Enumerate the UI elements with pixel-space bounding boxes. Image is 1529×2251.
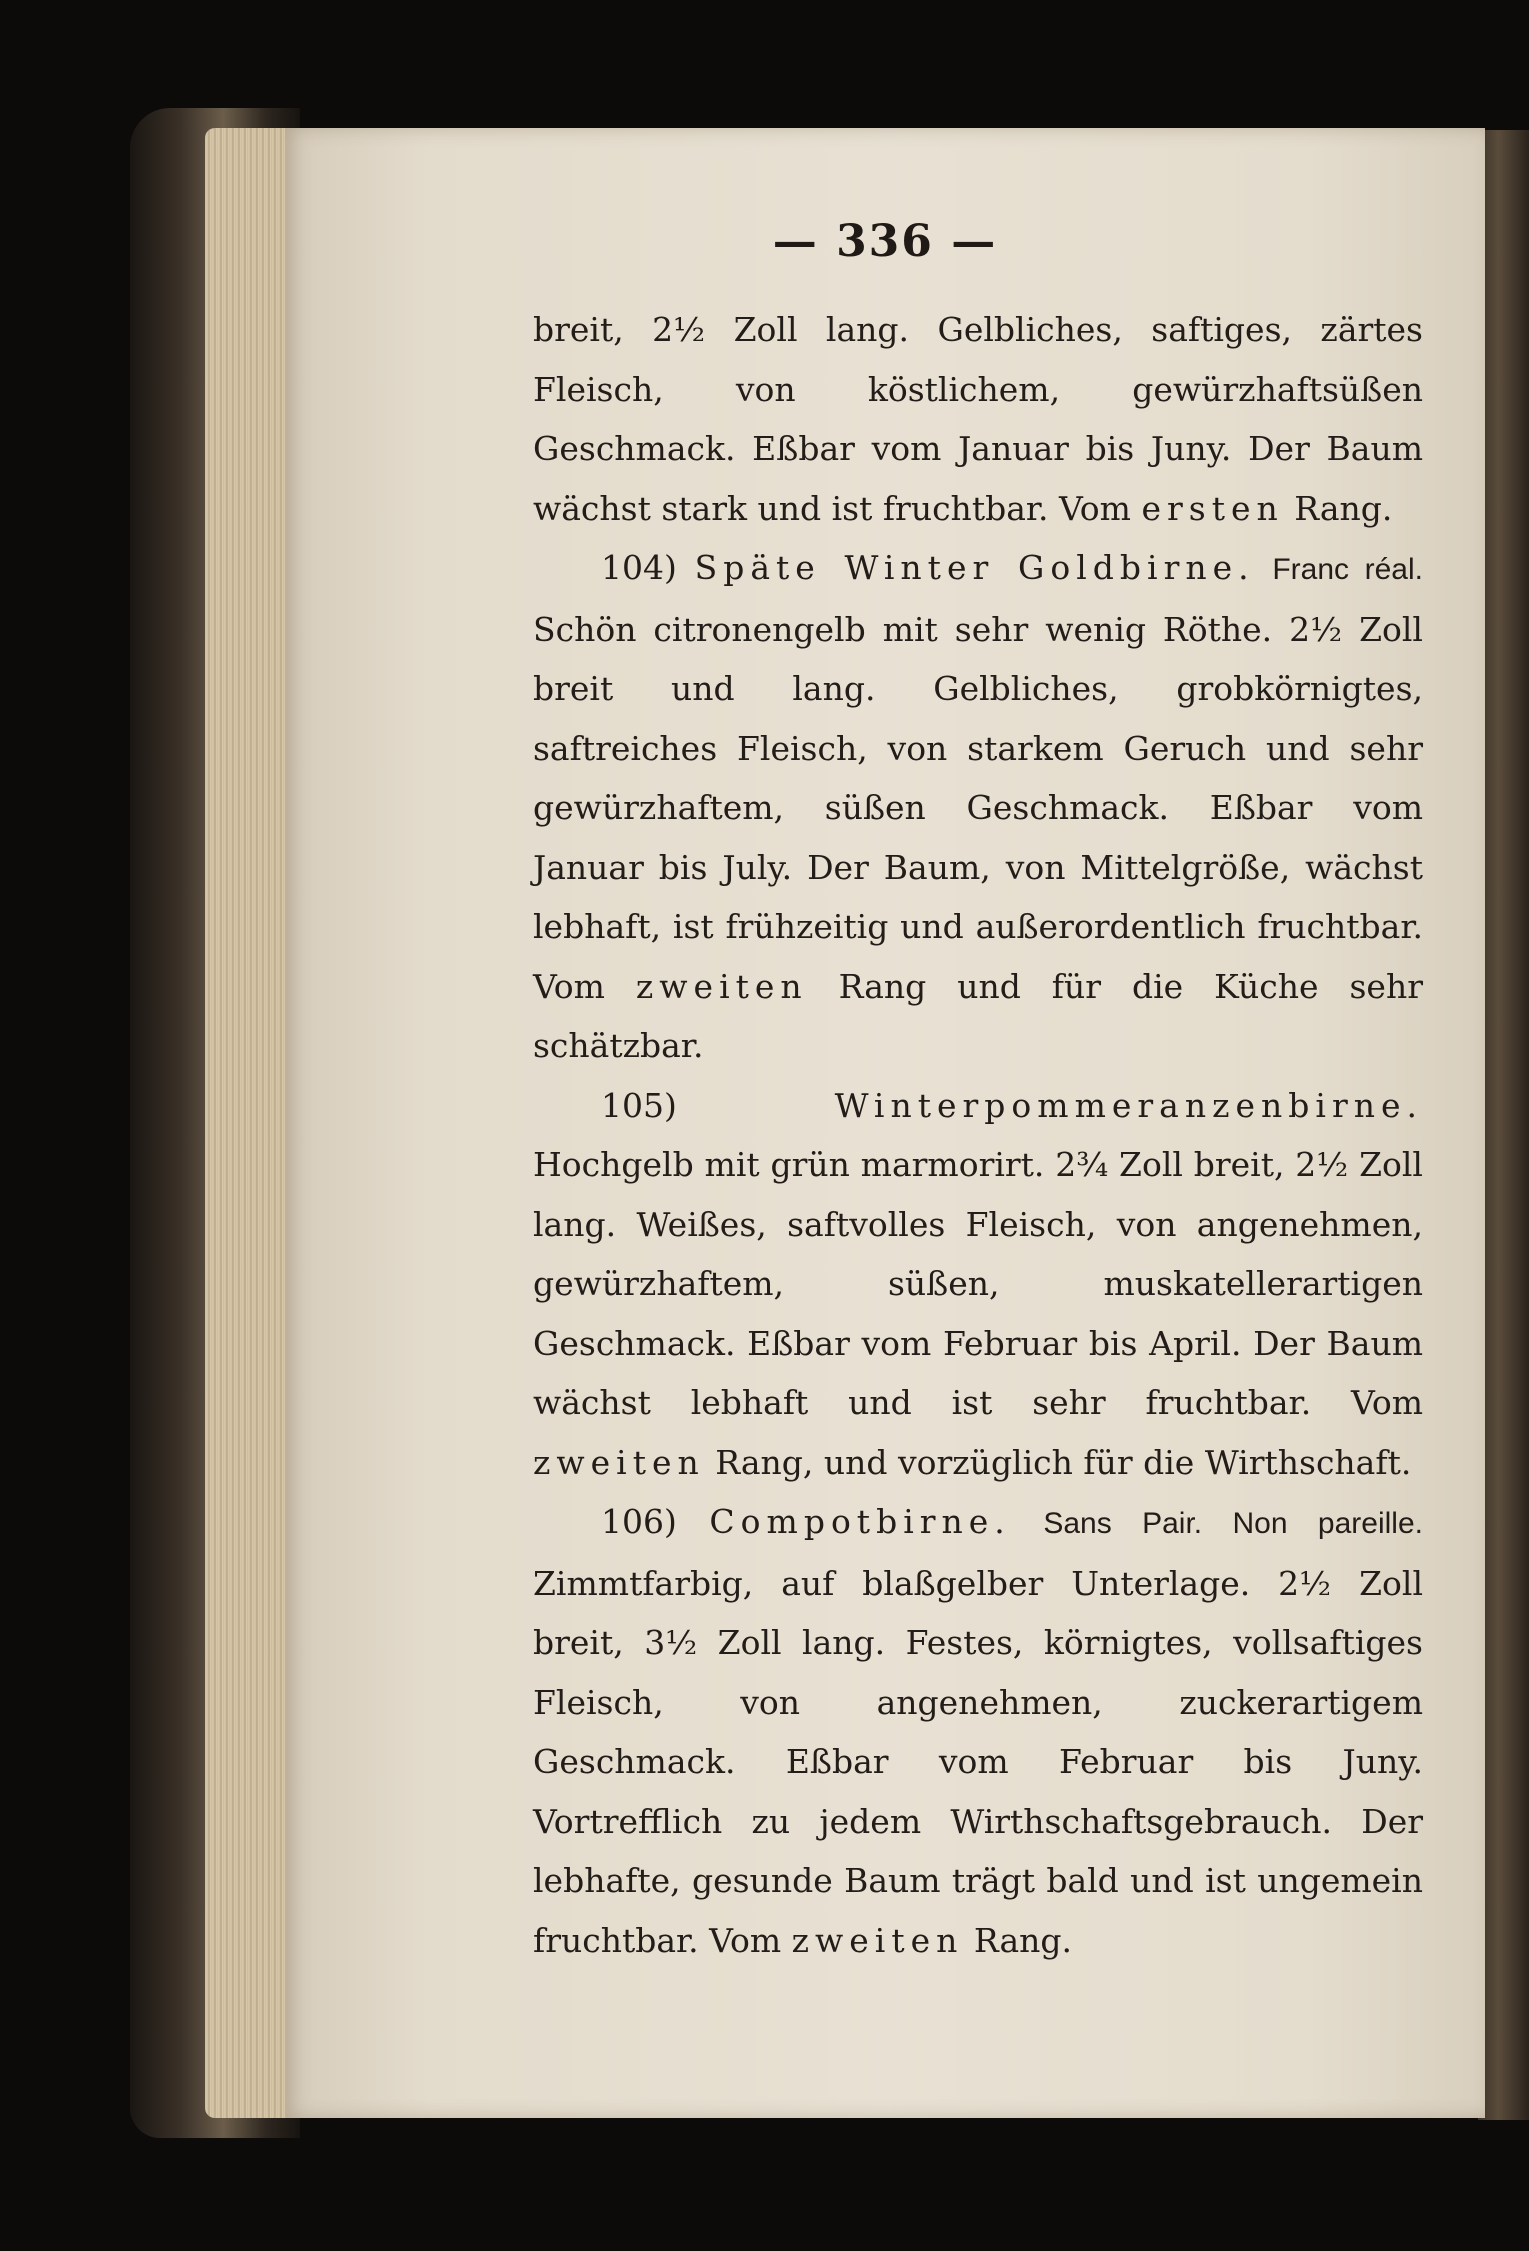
paragraph-106	[533, 1492, 1423, 1970]
text-run-spaced: zweiten	[635, 966, 808, 1006]
text-run: breit, 2½ Zoll lang. Gelbliches, saftiges, zärtes Fleisch, von köstlichem, gewürzhaftsüßen Geschmack. Eßbar vom Januar bis Juny. Der Baum wächst stark und ist fruchtbar. Vom	[533, 310, 1423, 528]
text-run: Rang.	[963, 1920, 1073, 1960]
text-run-spaced: zweiten	[533, 1442, 705, 1482]
page-number: 336	[836, 216, 934, 267]
text-run-spaced: zweiten	[791, 1920, 964, 1960]
latin-name: Franc réal.	[1272, 553, 1423, 586]
text-run: Rang und für die Küche sehr schätzbar.	[533, 966, 1423, 1065]
page-text	[533, 300, 1423, 1970]
book-page	[285, 128, 1485, 2118]
text-run: Schön citronengelb mit sehr wenig Röthe. 2½ Zoll breit und lang. Gelbliches, grobkörnigtes, saftreiches Fleisch, von starkem Geruch und sehr gewürzhaftem, süßen Geschmack. Eßbar vom Januar bis July. Der Baum, von Mittelgröße, wächst lebhaft, ist frühzeitig und außerordentlich fruchtbar. Vom	[533, 609, 1423, 1006]
text-run	[1255, 548, 1273, 587]
text-run	[1011, 1502, 1044, 1541]
latin-name: Sans Pair. Non pareille.	[1043, 1507, 1423, 1540]
entry-number: 106)	[601, 1502, 710, 1541]
entry-title: Winterpommeranzenbirne.	[834, 1085, 1423, 1125]
book-cover-edge	[1478, 130, 1529, 2120]
text-run: Rang, und vorzüglich für die Wirthschaft.	[704, 1442, 1412, 1482]
page-stack-edge	[205, 128, 290, 2118]
paragraph-continuation	[533, 300, 1423, 538]
text-run: Rang.	[1283, 488, 1393, 528]
text-run-spaced: ersten	[1141, 488, 1284, 528]
entry-title: Compotbirne.	[709, 1502, 1011, 1541]
paragraph-104	[533, 538, 1423, 1076]
text-run: Zimmtfarbig, auf blaßgelber Unterlage. 2½ Zoll breit, 3½ Zoll lang. Festes, körnigtes, vollsaftiges Fleisch, von angenehmen, zuckerartigem Geschmack. Eßbar vom Februar bis Juny. Vortrefflich zu jedem Wirthschaftsgebrauch. Der lebhafte, gesunde Baum trägt bald und ist ungemein fruchtbar. Vom	[533, 1563, 1423, 1960]
paragraph-105	[533, 1076, 1423, 1493]
page-header: — 336 —	[772, 216, 998, 267]
entry-number: 104)	[601, 548, 695, 587]
entry-title: Späte Winter Goldbirne.	[694, 548, 1255, 587]
text-run: Hochgelb mit grün marmorirt. 2¾ Zoll breit, 2½ Zoll lang. Weißes, saftvolles Fleisch, von angenehmen, gewürzhaftem, süßen, muskatellerartigen Geschmack. Eßbar vom Februar bis April. Der Baum wächst lebhaft und ist sehr fruchtbar. Vom	[533, 1145, 1423, 1422]
entry-number: 105)	[601, 1085, 835, 1125]
